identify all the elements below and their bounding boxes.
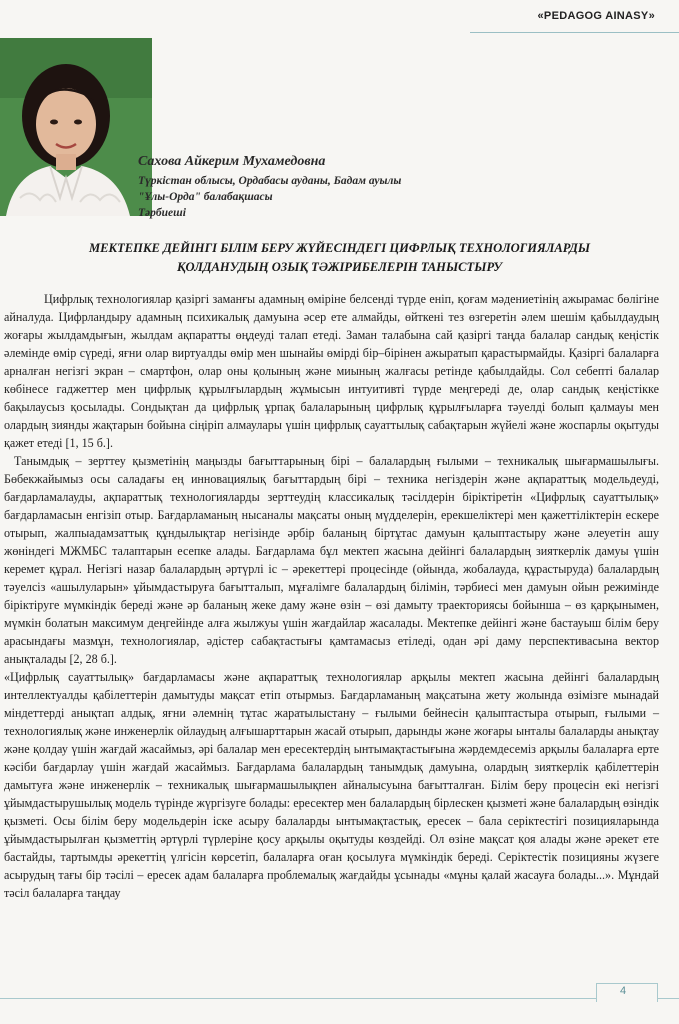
- footer-rule: [0, 998, 679, 999]
- paragraph: Цифрлық технологиялар қазіргі заманғы адамның өміріне белсенді түрде еніп, қоғам мәдениетінің ажырамас бөлігіне айналуда. Цифрландыру адамның психикалық дамуына әсер ете алмайды, өйткені тез өзгеретін әлем шешім қабылдаудың жоғары жылдамдығын, жылдам ақпаратты өңдеуді талап етеді. Заман талабына сай қазіргі таңда балалар сандық кеңістік әлемінде өмір сүреді, яғни олар виртуалды өмір мен шынайы өмірді бір–бірінен ажыратып қарастырмайды. Қазіргі балаларға арналған негізгі экран – смартфон, олар оны қолының және миының жалғасы ретінде қабылдайды. Сол себепті балалар көбінесе гаджеттер мен цифрлық құрылғылардың жұмысын интуитивті түрде меңгереді де, олар сандық кеңістікке бақылаусыз қосылады. Сондықтан да цифрлық ұрпақ балаларының цифрлық құрылғыларға тәуелді болып қалмауы мен олардың зиянды жақтарын бойына сіңіріп алмаулары үшін цифрлық сауаттылық сабақтарын жүйелі және жоспарлы оқытуды қажет етеді [1, 15 б.].: [4, 292, 659, 450]
- page-number: 4: [620, 985, 627, 997]
- author-organization: "Ұлы-Орда" балабақшасы: [138, 191, 273, 203]
- title-line-2: ҚОЛДАНУДЫҢ ОЗЫҚ ТӘЖІРИБЕЛЕРІН ТАНЫСТЫРУ: [176, 260, 503, 274]
- paragraph: Танымдық – зерттеу қызметінің маңызды бағыттарының бірі – балалардың ғылыми – техникалық шығармашылығы. Бөбекжайымыз осы саладағы ең инновациялық бағыттардың бірі – техника негіздерін және ақпараттық модельдеуді, бағдарламалауды, ақпараттық технологияларды зерттеудің классикалық тәсілдерін біріктіретін «Цифрлық сауаттылық» бағдарламасын енгізіп отыр. Бағдарламаның нысаналы мақсаты оның мүдделерін, ерекшеліктері мен қажеттіліктерін ескере отырып, жалпыадамзаттық құндылықтар негізінде әрбір баланың біртұтас дамуын қалыптастыру және әлеуетін ашу жөніндегі МЖМБС талаптарын есепке алады. Бағдарлама бұл мектеп жасына дейінгі балалардың зияткерлік дамуы үшін керемет құрал. Негізгі назар балалардың әртүрлі іс – әрекеттері процесінде (ойында, жобалауда, құрастыруда) балалардың тәуелсіз «ашылуларын» ұйымдастыруға бағытталып, мұғалімге балалардың білімін, тәрбиесі мен дамуын ойын режимінде біріктіруге мүмкіндік береді және әр баланың жеке даму және өзін – өзі дамыту траекториясы бойынша – өз қарқынымен, мүмкін болатын максимум деңгейінде алға жылжуы үшін жағдайлар жасалады. Мектепке дейінгі және бастауыш білім беру арасындағы мазмұн, технологиялар, әдістер сабақтастығы қамтамасыз етіледі, одан әрі даму перспективасына вектор анықталады [2, 28 б.].: [4, 454, 659, 666]
- header-rule: [470, 32, 679, 33]
- author-photo: [0, 38, 152, 216]
- author-location: Түркістан облысы, Ордабасы ауданы, Бадам ауылы: [138, 175, 402, 187]
- article-title: [28, 239, 651, 277]
- page-number-box: [596, 983, 658, 1002]
- title-line-1: МЕКТЕПКЕ ДЕЙІНГІ БІЛІМ БЕРУ ЖҮЙЕСІНДЕГІ ЦИФРЛЫҚ ТЕХНОЛОГИЯЛАРДЫ: [88, 241, 591, 255]
- author-position: Тәрбиеші: [138, 207, 186, 219]
- paragraph: «Цифрлық сауаттылық» бағдарламасы және ақпараттық технологиялар арқылы мектеп жасына дейінгі балалардың интеллектуалды қабілеттерін дамытуды мақсат етіп отырмыз. Бағдарламаның мақсатына жету жолында өзімізге мынадай міндеттерді анықтап алдық, яғни әлемнің тұтас жаратылыстану – ғылыми бейнесін қалыптастыра отырып, ғылыми – технологиялық және инженерлік ойлаудың алғышарттарын жасай отырып, дарынды және жоғары ынталы балаларды анықтау және қолдау үшін жағдай жасаймыз, әрі балалар мен ересектердің ынтымақтастығына жәрдемдесеміз арқылы балаларға ерте кәсіби бағдарлау үшін жағдай жасаймыз. Бағдарлама балалардың танымдық дамуына, олардың зияткерлік қабілеттерін дамытуға және инженерлік – техникалық шығармашылықпен айналысуына бағытталған. Білім беру процесін екі негізгі ұйымдастырушылық модель түрінде жүргізуге болады: ересектер мен балалардың бірлескен қызметі және балалардың өзіндік қызметі. Осы білім беру модельдерін іске асыру балаларды ынтымақтастық, ересек – бала серіктестігі позицияларында ұйымдастырылған қызметтің әртүрлі түрлеріне қосу арқылы оқытуды көздейді. Ол өзіне мақсат қоя алады және әрекет ете бастайды, тартымды әрекеттің үлгісін көрсетіп, балаларға оған қосылуға мүмкіндік береді. Серіктестік позицияны жүзеге асырудың тағы бір тәсілі – ересек адам балаларға проблемалық жағдайды ұсынады «мұны қалай жасауға болады...». Мұндай тәсіл балаларға таңдау: [4, 670, 659, 900]
- author-name: Сахова Айкерим Мухамедовна: [138, 154, 326, 169]
- author-info: [138, 154, 401, 221]
- journal-title: «PEDAGOG AINASY»: [537, 10, 655, 22]
- article-body: [4, 290, 659, 902]
